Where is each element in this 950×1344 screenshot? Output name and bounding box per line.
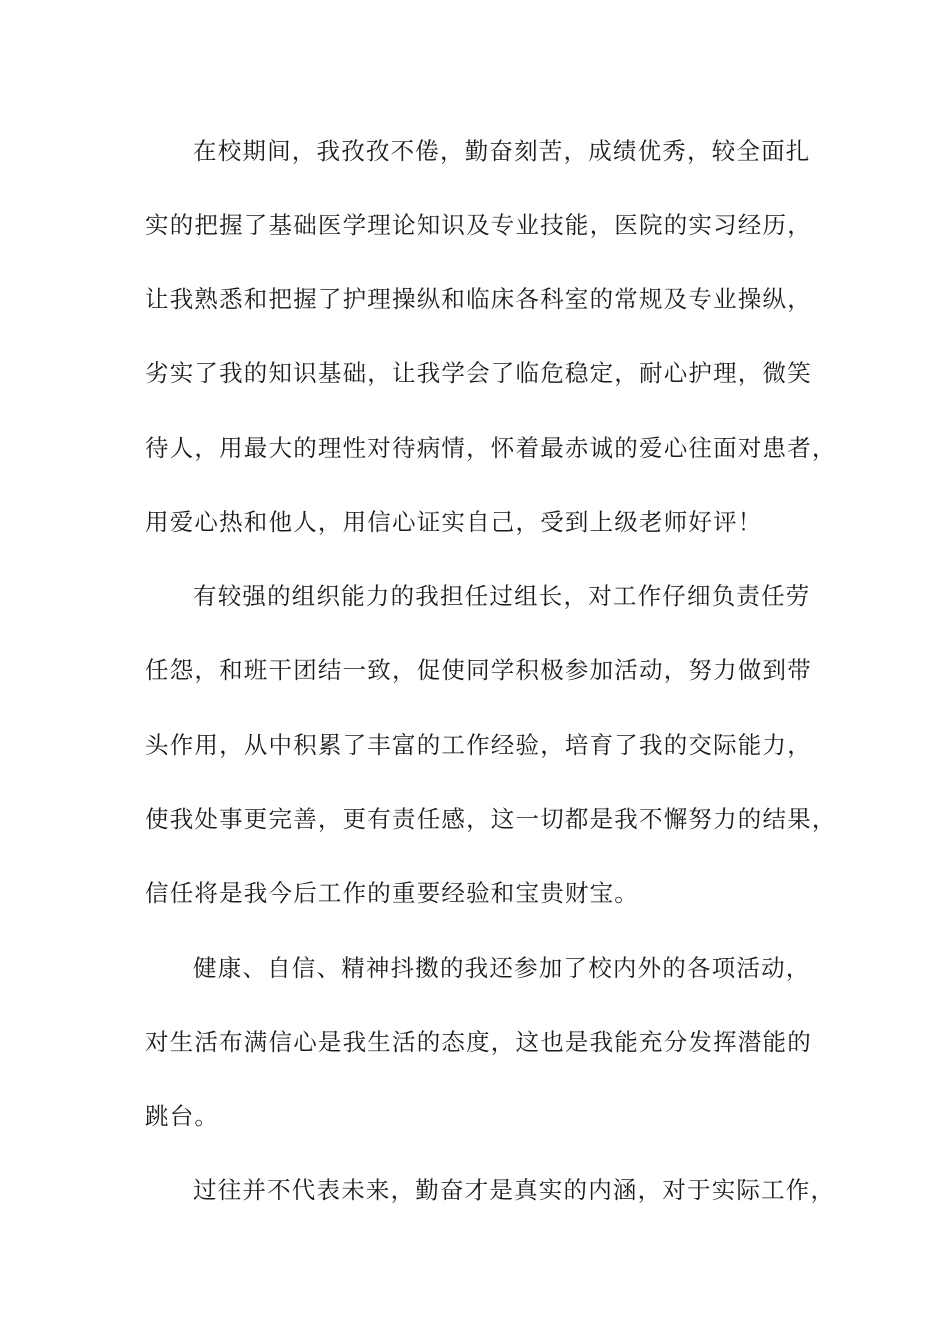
paragraph-1-line-3: 让我熟悉和把握了护理操纵和临床各科室的常规及专业操纵， xyxy=(145,285,812,313)
paragraph-2-line-4: 使我处事更完善，更有责任感，这一切都是我不懈努力的结果， xyxy=(145,805,837,833)
paragraph-1-line-6: 用爱心热和他人，用信心证实自己，受到上级老师好评！ xyxy=(145,508,763,536)
paragraph-4-line-1: 过往并不代表未来，勤奋才是真实的内涵，对于实际工作， xyxy=(193,1176,836,1204)
paragraph-2-line-2: 任怨，和班干团结一致，促使同学积极参加活动，努力做到带 xyxy=(145,656,812,684)
paragraph-1-line-4: 劣实了我的知识基础，让我学会了临危稳定，耐心护理，微笑 xyxy=(145,359,812,387)
paragraph-1-line-5: 待人，用最大的理性对待病情，怀着最赤诚的爱心往面对患者， xyxy=(145,434,837,462)
paragraph-3-line-1: 健康、自信、精神抖擞的我还参加了校内外的各项活动， xyxy=(193,954,811,982)
paragraph-1-line-1: 在校期间，我孜孜不倦，勤奋刻苦，成绩优秀，较全面扎 xyxy=(193,137,811,165)
paragraph-2-line-3: 头作用，从中积累了丰富的工作经验，培育了我的交际能力， xyxy=(145,731,812,759)
paragraph-2-line-5: 信任将是我今后工作的重要经验和宝贵财宝。 xyxy=(145,879,639,907)
paragraph-3-line-2: 对生活布满信心是我生活的态度，这也是我能充分发挥潜能的 xyxy=(145,1028,812,1056)
paragraph-3-line-3: 跳台。 xyxy=(145,1102,220,1130)
paragraph-2-line-1: 有较强的组织能力的我担任过组长，对工作仔细负责任劳 xyxy=(193,582,811,610)
paragraph-1-line-2: 实的把握了基础医学理论知识及专业技能，医院的实习经历， xyxy=(145,211,812,239)
